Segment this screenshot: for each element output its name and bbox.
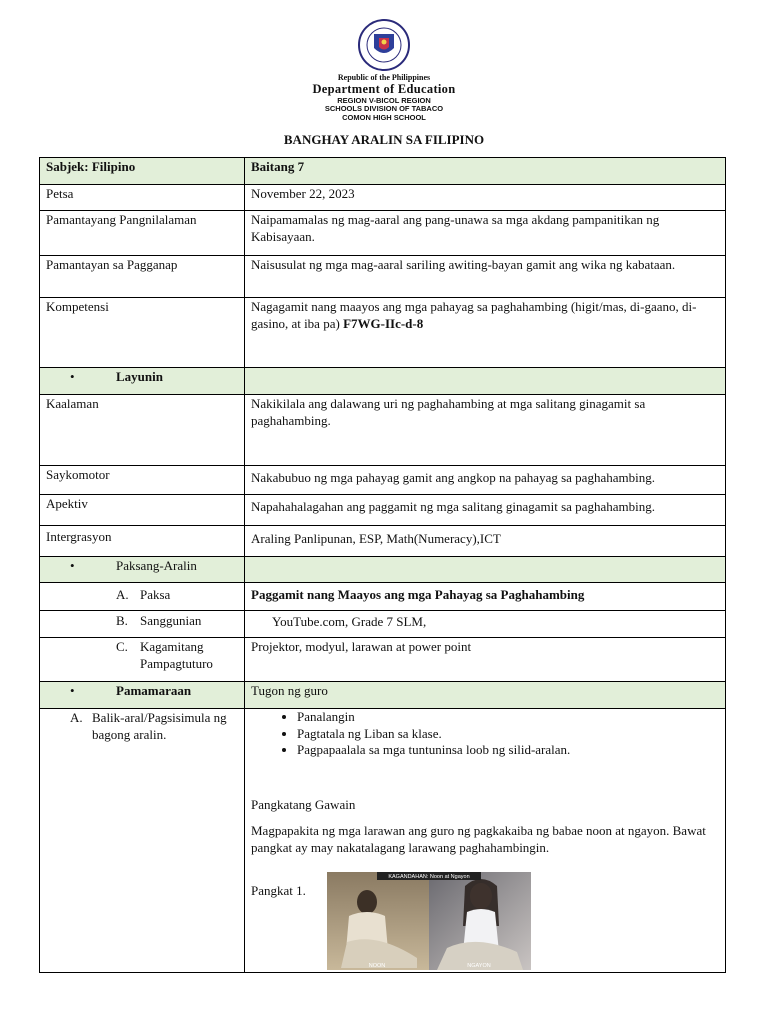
procedure-label: Pamamaraan <box>116 683 192 698</box>
table-row <box>40 185 726 211</box>
materials-label: Kagamitang Pampagtuturo <box>140 639 213 671</box>
comparison-image <box>327 872 531 970</box>
materials-cell <box>40 638 245 682</box>
list-letter: A. <box>70 710 83 725</box>
procedure-value: Tugon ng guro <box>245 682 726 709</box>
references-cell <box>40 611 245 638</box>
affective-value: Napahahalagahan ang paggamit ng mga salitang ginagamit sa paghahambing. <box>245 495 726 526</box>
psychomotor-label: Saykomotor <box>40 466 245 495</box>
table-row <box>40 158 726 185</box>
affective-label: Apektiv <box>40 495 245 526</box>
region-line: REGION V-BICOL REGION <box>337 95 431 105</box>
psychomotor-value: Nakabubuo ng mga pahayag gamit ang angkop na pahayag sa paghahambing. <box>245 466 726 495</box>
image-label-noon: NOON <box>368 962 386 969</box>
performance-standard-value: Naisusulat ng mga mag-aaral sariling awiting-bayan gamit ang wika ng kabataan. <box>245 256 726 298</box>
department-name: Department of Education <box>312 81 456 96</box>
content-standard-label: Pamantayang Pangnilalaman <box>40 211 245 256</box>
table-row <box>40 526 726 557</box>
table-row <box>40 395 726 466</box>
performance-standard-label: Pamantayan sa Pagganap <box>40 256 245 298</box>
knowledge-value: Nakikilala ang dalawang uri ng paghahambing at mga salitang ginagamit sa paghahambing. <box>245 395 726 466</box>
competency-cell <box>245 298 726 368</box>
integration-value: Araling Panlipunan, ESP, Math(Numeracy),ICT <box>245 526 726 557</box>
review-content <box>245 709 726 973</box>
list-letter: C. <box>116 639 128 654</box>
table-row <box>40 709 726 973</box>
competency-label: Kompetensi <box>40 298 245 368</box>
division-line: SCHOOLS DIVISION OF TABACO <box>324 104 444 114</box>
table-row <box>40 466 726 495</box>
subject-cell: Sabjek: Filipino <box>40 158 245 185</box>
group-activity-text: Magpapakita ng mga larawan ang guro ng pagkakaiba ng babae noon at ngayon. Bawat pangkat ay may nakatalagang larawang paghahambingin. <box>251 822 706 855</box>
table-row <box>40 298 726 368</box>
bullet-icon: • <box>70 369 75 384</box>
image-label-ngayon: NGAYON <box>467 962 491 969</box>
topic-value: Paggamit nang Maayos ang mga Pahayag sa Paghahambing <box>245 583 726 611</box>
table-row <box>40 256 726 298</box>
materials-value: Projektor, modyul, larawan at power point <box>245 638 726 682</box>
bullet-icon: • <box>70 683 75 698</box>
integration-label: Intergrasyon <box>40 526 245 557</box>
letterhead <box>0 18 768 122</box>
list-letter: B. <box>116 613 128 628</box>
table-row <box>40 682 726 709</box>
date-value: November 22, 2023 <box>245 185 726 211</box>
table-row <box>40 611 726 638</box>
table-row <box>40 495 726 526</box>
table-row <box>40 211 726 256</box>
table-row <box>40 638 726 682</box>
opening-list <box>251 709 719 759</box>
grade-cell: Baitang 7 <box>245 158 726 185</box>
procedure-cell <box>40 682 245 709</box>
document-title: BANGHAY ARALIN SA FILIPINO <box>283 132 485 147</box>
table-row <box>40 557 726 583</box>
competency-code: F7WG-IIc-d-8 <box>343 316 424 331</box>
competency-value: Nagagamit nang maayos ang mga pahayag sa paghahambing (higit/mas, di-gaano, di-gasino, at iba pa) <box>251 299 697 331</box>
deped-seal-icon <box>357 18 411 72</box>
date-label: Petsa <box>40 185 245 211</box>
subject-matter-label: Paksang-Aralin <box>116 558 197 573</box>
objectives-cell <box>40 368 245 395</box>
table-row <box>40 368 726 395</box>
lesson-plan-table <box>39 157 726 973</box>
list-letter: A. <box>116 587 129 602</box>
empty-cell <box>245 557 726 583</box>
bullet-icon: • <box>70 558 75 573</box>
topic-cell <box>40 583 245 611</box>
review-label: Balik-aral/Pagsisimula ng bagong aralin. <box>92 710 227 742</box>
review-cell <box>40 709 245 973</box>
school-line: COMON HIGH SCHOOL <box>342 112 426 122</box>
objectives-label: Layunin <box>116 369 163 384</box>
group-1-label: Pangkat 1. <box>251 882 306 898</box>
republic-line: Republic of the Philippines <box>337 73 431 82</box>
group-activity-heading: Pangkatang Gawain <box>251 796 356 812</box>
empty-cell <box>245 368 726 395</box>
list-item: • Pagpapaalala sa mga tuntuninsa loob ng silid-aralan. <box>297 742 719 759</box>
content-standard-value: Naipamamalas ng mag-aaral ang pang-unawa sa mga akdang pampanitikan ng Kabisayaan. <box>245 211 726 256</box>
topic-label: Paksa <box>140 587 171 602</box>
references-label: Sanggunian <box>140 613 202 628</box>
references-value: YouTube.com, Grade 7 SLM, <box>245 611 726 638</box>
subject-matter-cell <box>40 557 245 583</box>
table-row <box>40 583 726 611</box>
knowledge-label: Kaalaman <box>40 395 245 466</box>
list-item: • Panalangin <box>297 709 719 726</box>
list-item: • Pagtatala ng Liban sa klase. <box>297 726 719 743</box>
image-caption: KAGANDAHAN: Noon at Ngayon <box>388 873 470 880</box>
